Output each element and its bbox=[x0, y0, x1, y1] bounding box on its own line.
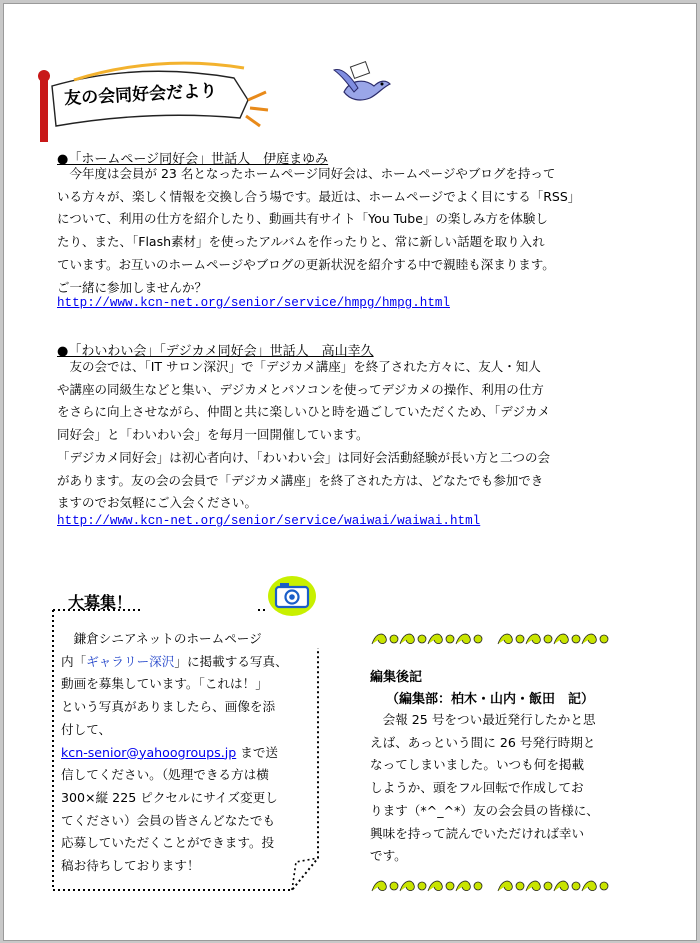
text-line bbox=[61, 742, 288, 765]
camera-icon bbox=[266, 572, 318, 618]
text-line: 信してください。（処理できる方は横 bbox=[61, 767, 269, 783]
text-line: について、利用の仕方を紹介したり、動画共有サイト「You Tube」の楽しみ方を体験し bbox=[57, 211, 548, 227]
text-line: 今年度は会員が 23 名となったホームページ同好会は、ホームページやブログを持って bbox=[57, 166, 556, 181]
section-body-homepage bbox=[57, 163, 580, 299]
text-line: えば、あっという間に 26 号発行時期と bbox=[370, 734, 596, 750]
text-fragment: 内「 bbox=[61, 653, 87, 669]
text-line: ります（*^_^*）友の会会員の皆様に、 bbox=[370, 802, 599, 818]
text-line: です。 bbox=[370, 848, 407, 864]
text-line: 会報 25 号をつい最近発行したかと思 bbox=[370, 712, 596, 727]
text-line: や講座の同級生などと集い、デジカメとパソコンを使ってデジカメの操作、利用の仕方 bbox=[57, 381, 544, 397]
banner-title: 友の会同好会だより bbox=[63, 81, 218, 109]
text-line: 付して、 bbox=[61, 721, 112, 737]
text-line: 「デジカメ同好会」は初心者向け、「わいわい会」は同好会活動経験が長い方と二つの会 bbox=[57, 449, 551, 465]
editor-note-subtitle: （編集部：柏木・山内・飯田 記） bbox=[386, 692, 595, 707]
ornament-divider-top bbox=[370, 630, 620, 648]
section-header-homepage: ●「ホームページ同好会」世話人 伊庭まゆみ bbox=[57, 152, 329, 167]
section-header-digicame: ●「わいわい会」「デジカメ同好会」世話人 高山幸久 bbox=[57, 344, 374, 359]
recruit-body bbox=[61, 628, 288, 878]
text-line bbox=[61, 651, 288, 674]
text-line: たり、また、「Flash素材」を使ったアルバムを作ったりと、常に新しい話題を取り入れ bbox=[57, 234, 545, 250]
ornament-divider-bottom bbox=[370, 877, 620, 895]
text-fragment: まで送 bbox=[236, 744, 279, 760]
recruit-title: 大募集！ bbox=[68, 593, 133, 612]
text-line: 300×縦 225 ピクセルにサイズ変更し bbox=[61, 789, 278, 805]
editor-note-body bbox=[370, 709, 599, 868]
text-line: ています。お互いのホームページやブログの更新状況を紹介する中で親睦も深まります。 bbox=[57, 256, 555, 272]
text-line: 興味を持って読んでいただければ幸い bbox=[370, 825, 585, 841]
text-line: ますのでお気軽にご入会ください。 bbox=[57, 495, 258, 511]
text-line: 稿お待ちしております！ bbox=[61, 858, 200, 874]
text-line: 動画を募集しています。「これは！」 bbox=[61, 676, 268, 692]
editor-note-title: 編集後記 bbox=[370, 670, 423, 685]
text-line: 応募していただくことができます。投 bbox=[61, 835, 275, 851]
text-line: 同好会」と「わいわい会」を毎月一回開催しています。 bbox=[57, 427, 369, 443]
text-fragment: 」に掲載する写真、 bbox=[174, 653, 288, 669]
bird-letter-icon bbox=[330, 58, 392, 120]
text-line: があります。友の会の会員で「デジカメ講座」を終了された方は、どなたでも参加でき bbox=[57, 472, 544, 488]
text-line: をさらに向上させながら、仲間と共に楽しいひと時を過ごしていただくため、「デジカメ bbox=[57, 404, 551, 420]
text-line: 鎌倉シニアネットのホームページ bbox=[61, 631, 262, 646]
gallery-name: ギャラリー深沢 bbox=[86, 653, 175, 669]
homepage-club-link[interactable]: http://www.kcn-net.org/senior/service/hmpg/hmpg.html bbox=[57, 296, 450, 310]
text-line: という写真がありましたら、画像を添 bbox=[61, 699, 276, 715]
text-line: いる方々が、楽しく情報を交換し合う場です。最近は、ホームページでよく目にする「RSS」 bbox=[57, 188, 581, 204]
section-body-digicame bbox=[57, 356, 550, 515]
email-link[interactable]: kcn-senior@yahoogroups.jp bbox=[61, 744, 237, 760]
text-line: 友の会では、「IT サロン深沢」で「デジカメ講座」を終了された方々に、友人・知人 bbox=[57, 359, 541, 374]
text-line: ご一緒に参加しませんか？ bbox=[57, 279, 208, 295]
text-line: なってしまいました。いつも何を掲載 bbox=[370, 757, 585, 773]
waiwai-club-link[interactable]: http://www.kcn-net.org/senior/service/waiwai/waiwai.html bbox=[57, 514, 481, 528]
text-line: しようか、頭をフル回転で作成してお bbox=[370, 780, 584, 796]
text-line: てください）会員の皆さんどなたでも bbox=[61, 812, 276, 828]
